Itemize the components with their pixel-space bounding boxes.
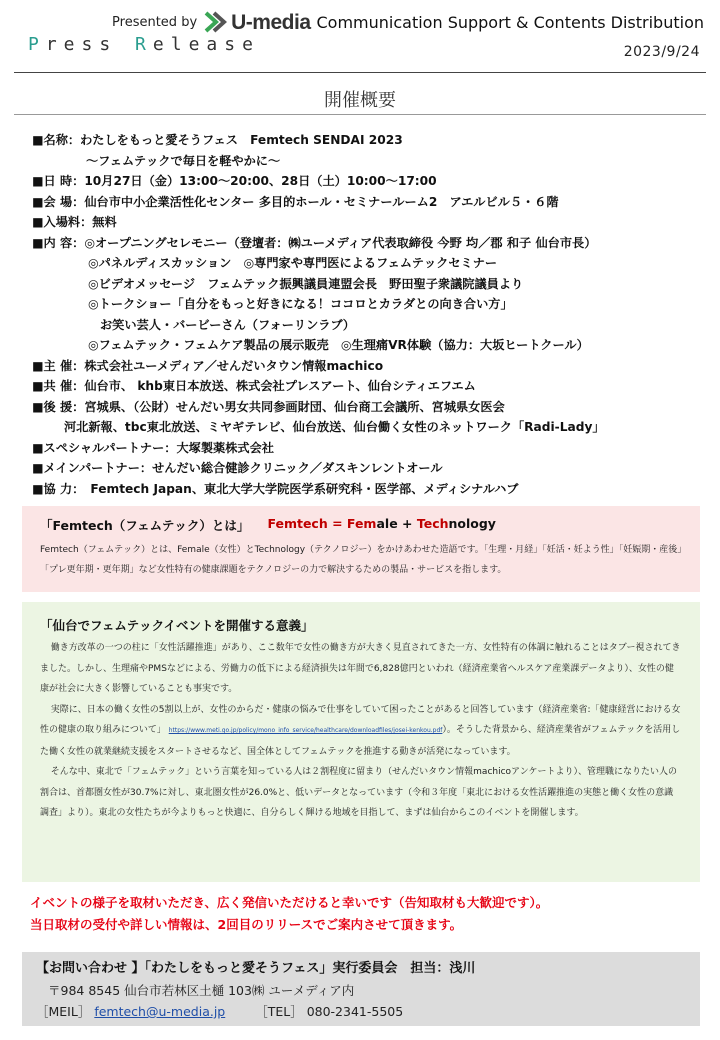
femtech-heading: 「Femtech（フェムテック）とは」 [40,518,250,533]
overview-content-6: ◎フェムテック・フェムケア製品の展示販売 ◎生理痛VR体験（協力：大坂ヒートクール） [88,338,589,352]
overview-cooperation: ■協 力： Femtech Japan、東北大学大学院医学系研究科・医学部、メディシナルハブ [32,481,519,496]
overview-content-5: お笑い芸人・バービーさん（フォーリンラブ） [100,317,355,332]
event-paragraph-2b: ）。そうした背景から、経済産業省がフェムテックを活用した働く女性の就業継続支援をスタートさせるなど、国全体としてフェムテックを推進する動きが活発になっています。 [40,725,681,757]
release-elease: elease [152,34,260,55]
press-notice-line-1: イベントの様子を取材いただき、広く発信いただけると幸いです（告知取材も大歓迎です）。 [30,895,549,910]
formula-part-c: ale + [376,516,417,531]
event-overview [32,130,702,499]
overview-datetime: ■日 時：10月27日（金）13:00～20:00、28日（土）10:00～17:00 [32,174,437,188]
overview-support-2: 河北新報、tbc東北放送、ミヤギテレビ、仙台放送、仙台働く女性のネットワーク「Radi-Lady」 [64,420,605,434]
u-media-logo-icon [203,10,229,34]
title-divider [14,114,706,115]
press-ress: ress [45,34,118,55]
tel-label: ［TEL］ [255,1004,303,1019]
event-paragraph-2 [40,700,682,763]
press-notice [30,892,706,936]
femtech-definition-box [22,506,700,592]
page-title: 開催概要 [324,90,396,111]
meti-link[interactable]: https://www.meti.go.jp/policy/mono_info_service/healthcare/downloadfiles/josei-kenkou.pdf [168,727,443,734]
release-date: 2023/9/24 [623,44,700,60]
contact-tel: 080-2341-5505 [306,1004,404,1019]
overview-support-1: ■後 援：宮城県、（公財）せんだい男女共同参画財団、仙台商工会議所、宮城県女医会 [32,399,505,414]
event-paragraph-2a: 実際に、日本の働く女性の5割以上が、女性のからだ・健康の悩みで仕事をしていて困ったことがあると回答しています（経済産業省:「健康経営における女性の健康の取り組みについて」 [40,704,681,735]
press-p: P [28,34,46,55]
formula-part-d: Tech [416,516,449,531]
femtech-definition-text: Femtech（フェムテック）とは、Female（女性）とTechnology（テクノロジー）をかけあわせた造語です。「生理・月経」「妊活・妊よう性」「妊娠期・産後」「プレ更年期・更年期」など女性特有の健康課題をテクノロジーの力で解決するための製品・サービスを指します。 [40,545,682,575]
overview-main-partner: ■メインパートナー：せんだい総合健診クリニック／ダスキンレントオール [32,461,443,475]
contact-box [22,952,700,1026]
overview-organizer: ■主 催：株式会社ユーメディア／せんだいタウン情報machico [32,358,384,373]
contact-email-link[interactable]: femtech@u-media.jp [94,1004,226,1019]
overview-content-4: ◎トークショー「自分をもっと好きになる！ココロとカラダとの向き合い方」 [88,297,513,311]
event-significance-heading: 「仙台でフェムテックイベントを開催する意義」 [40,618,314,633]
u-media-logo-text: U-media [231,10,311,34]
release-r: R [135,34,153,55]
overview-fee: ■入場料：無料 [32,215,117,229]
event-significance-box [22,602,700,882]
formula-part-b: Fem [346,516,377,531]
femtech-heading-row [40,516,682,534]
event-paragraph-3: そんな中、東北で「フェムテック」という言葉を知っている人は２割程度に留まり（せんだいタウン情報machicoアンケートより）、管理職になりたい人の割合は、首都圏女性が30.7%に対し、東北圏女性が26.0%と、低いデータとなっています（令和３年度「東北における女性活躍推進の実態と働く女性の意識調査」より）。東北の女性たちが今よりもっと快適に、自分らしく輝ける地域を目指して、まずは仙台からこのイベントを開催します。 [40,767,678,818]
press-notice-line-2: 当日取材の受付や詳しい情報は、2回目のリリースでご案内させて頂きます。 [30,917,463,932]
overview-venue: ■会 場：仙台市中小企業活性化センター 多目的ホール・セミナールーム2 アエルビル５・６階 [32,194,559,209]
overview-content-2: ◎パネルディスカッション ◎専門家や専門医によるフェムテックセミナー [88,256,498,270]
contact-mail-tel [36,1001,686,1022]
presented-by [112,10,704,34]
event-paragraph-1: 働き方改革の一つの柱に「女性活躍推進」があり、ここ数年で女性の働き方が大きく見直されてきた一方、女性特有の体調に触れることはタブー視されてきました。しかし、生理痛やPMSなどによる、労働力の低下による経済損失は年間で6,828億円といわれ（経済産業省ヘルスケア産業課データより）、女性の健康が社会に大きく影響していることも事実です。 [40,643,681,694]
formula-part-a: Femtech = [267,516,347,531]
overview-name: ■名称：わたしをもっと愛そうフェス Femtech SENDAI 2023 [32,133,403,147]
mail-label: ［MEIL］ [36,1004,91,1019]
u-media-logo [203,10,310,34]
femtech-formula [267,516,496,534]
u-media-logo-tagline: Communication Support & Contents Distribution [316,12,704,32]
overview-content-3: ◎ビデオメッセージ フェムテック振興議員連盟会長 野田聖子衆議院議員より [88,276,524,291]
press-release-heading [28,34,260,55]
overview-special-partner: ■スペシャルパートナー：大塚製薬株式会社 [32,440,274,455]
overview-subtitle: ～フェムテックで毎日を軽やかに～ [86,153,281,168]
contact-heading: 【お問い合わせ 】「わたしをもっと愛そうフェス」実行委員会 担当：浅川 [36,961,476,976]
contact-address: 〒984 8545 仙台市若林区土樋 103㈱ ユーメディア内 [48,983,355,998]
formula-part-e: nology [448,516,496,531]
overview-content-1: ■内 容：◎オープニングセレモニー（登壇者：㈱ユーメディア代表取締役 今野 均／郡 和子 仙台市長） [32,235,597,250]
overview-cosponsor: ■共 催：仙台市、 khb東日本放送、株式会社プレスアート、仙台シティエフエム [32,379,476,393]
presented-by-label: Presented by [112,14,198,30]
header-divider [14,72,706,73]
